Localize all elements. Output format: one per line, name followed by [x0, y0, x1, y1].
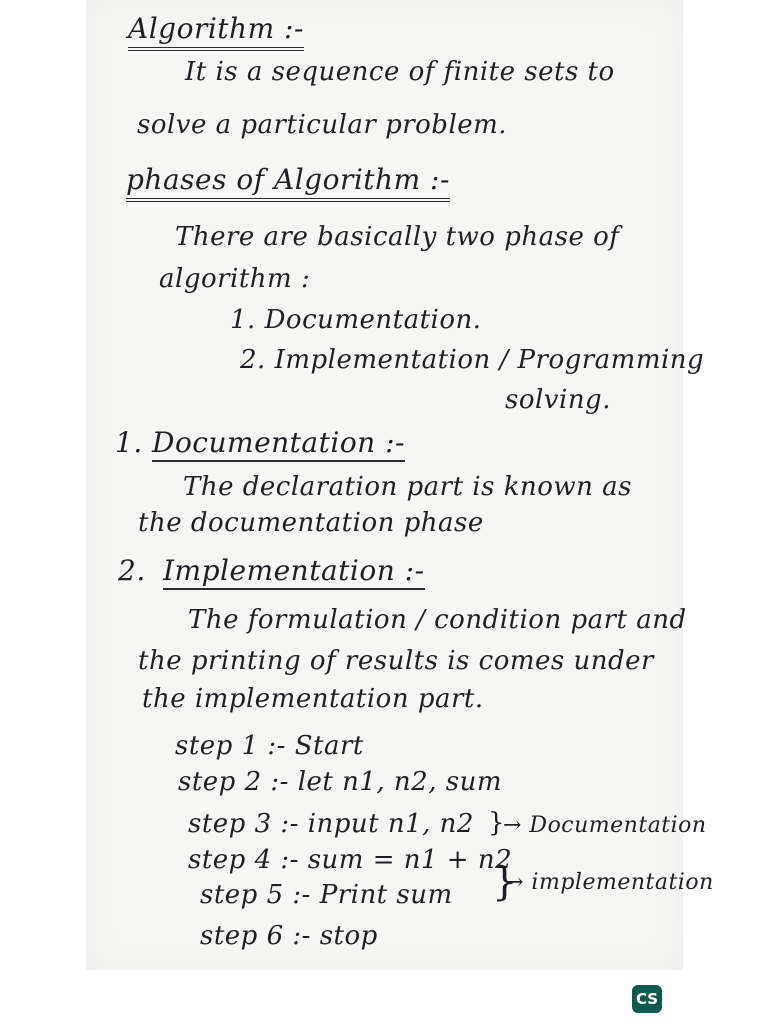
definition-line-2: solve a particular problem.: [137, 110, 508, 140]
phases-line-2: algorithm :: [159, 264, 311, 294]
implementation-line-2: the printing of results is comes under: [138, 646, 654, 676]
documentation-number: 1.: [115, 426, 143, 459]
implementation-line-1: The formulation / condition part and: [188, 605, 687, 635]
heading-implementation: Implementation :-: [163, 556, 425, 590]
algorithm-step-4: step 4 :- sum = n1 + n2: [188, 845, 513, 875]
documentation-line-1: The declaration part is known as: [183, 472, 632, 502]
definition-line-1: It is a sequence of finite sets to: [185, 57, 615, 87]
heading-documentation: Documentation :-: [152, 428, 405, 462]
algorithm-step-6: step 6 :- stop: [200, 921, 378, 951]
brace-documentation: }: [488, 808, 505, 838]
phase-list-item-2: 2. Implementation / Programming: [240, 345, 705, 375]
algorithm-step-1: step 1 :- Start: [175, 731, 364, 761]
phase-list-item-2-continued: solving.: [505, 385, 611, 415]
phase-list-item-1: 1. Documentation.: [230, 305, 482, 335]
implementation-line-3: the implementation part.: [142, 684, 484, 714]
heading-phases-of-algorithm: phases of Algorithm :-: [126, 165, 450, 202]
algorithm-step-2: step 2 :- let n1, n2, sum: [178, 767, 502, 797]
camscanner-badge: CS: [632, 985, 662, 1013]
implementation-number: 2.: [118, 554, 146, 587]
heading-algorithm: Algorithm :-: [128, 14, 304, 51]
brace-implementation: }: [492, 859, 518, 905]
algorithm-step-3: step 3 :- input n1, n2: [188, 809, 474, 839]
brace-label-implementation: → implementation: [505, 870, 714, 895]
brace-label-documentation: → Documentation: [503, 813, 707, 838]
documentation-line-2: the documentation phase: [138, 508, 484, 538]
phases-line-1: There are basically two phase of: [175, 222, 620, 252]
algorithm-step-5: step 5 :- Print sum: [200, 880, 453, 910]
